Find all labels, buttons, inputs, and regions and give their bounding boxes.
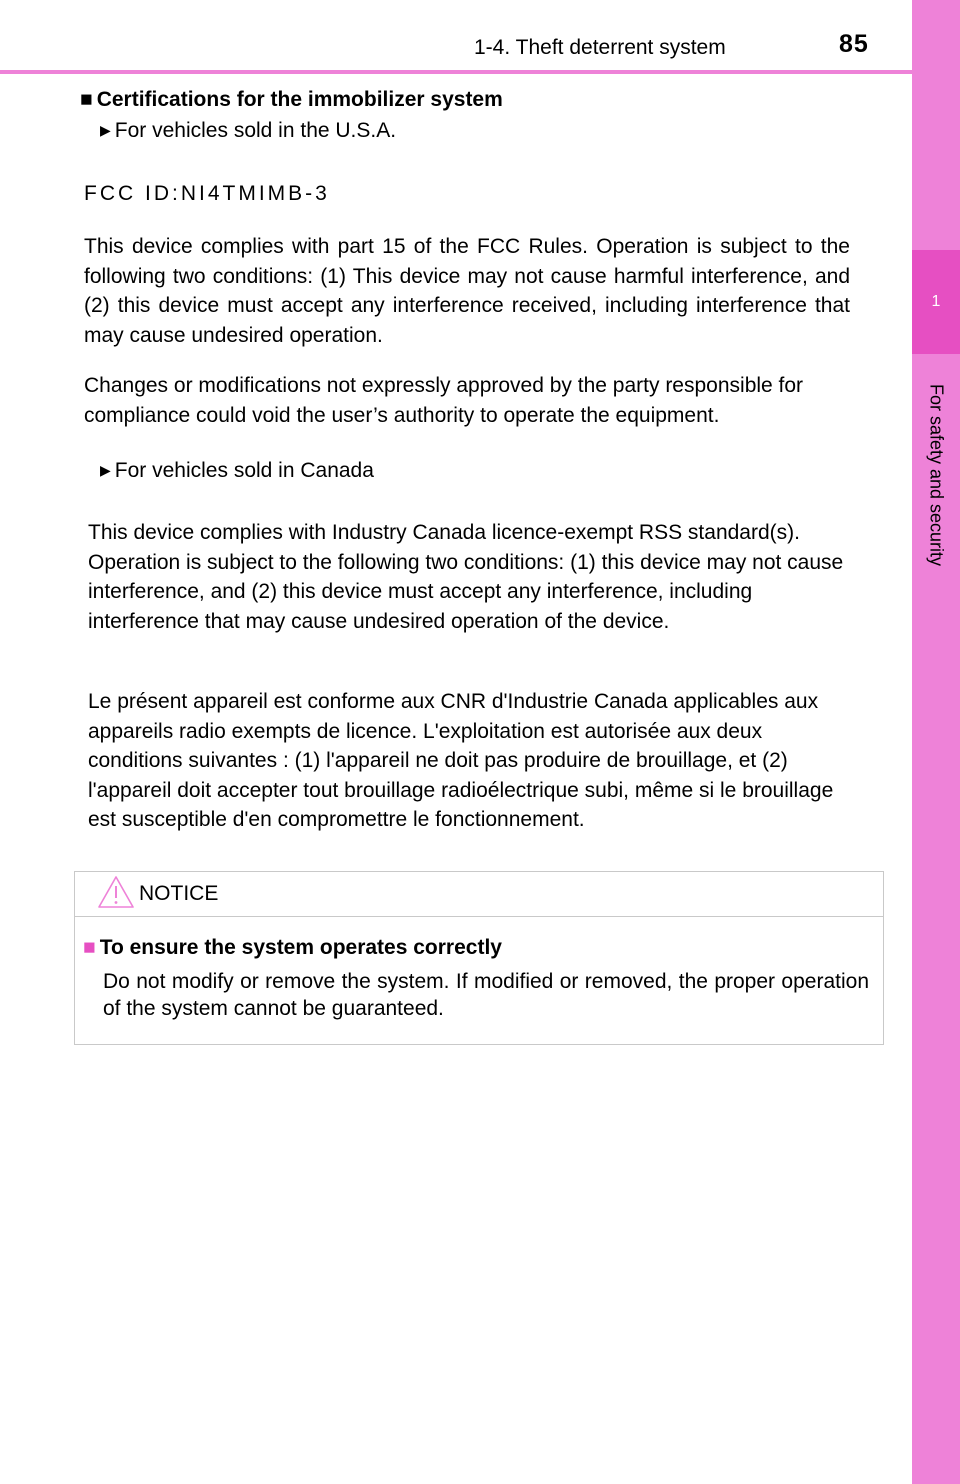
notice-title: NOTICE — [139, 882, 219, 905]
chapter-number: 1 — [931, 293, 941, 310]
canada-bullet — [100, 459, 374, 483]
notice-subheading-text: To ensure the system operates correctly — [99, 936, 502, 959]
side-tab — [912, 0, 960, 1484]
chapter-label: For safety and security — [926, 383, 947, 567]
notice-body: Do not modify or remove the system. If modified or removed, the proper operation of the system cannot be guaranteed. — [103, 970, 869, 1020]
square-icon: ■ — [80, 88, 93, 111]
arrow-right-icon: ▶ — [100, 122, 111, 138]
notice-subheading — [83, 936, 502, 960]
section-heading-text: Certifications for the immobilizer system — [96, 88, 503, 111]
section-heading — [80, 88, 503, 112]
canada-statement-french: Le présent appareil est conforme aux CNR d'Industrie Canada applicables aux appareils radio exempts de licence. L'exploitation est autorisée aux deux conditions suivantes : (1) l'appareil ne doit pas produire de brouillage, et (2) l'appareil doit accepter tout brouillage radioélectrique subi, même si le brouillage est susceptible d'en compromettre le fonctionnement. — [88, 690, 834, 831]
fcc-id: FCC ID:NI4TMIMB-3 — [84, 182, 330, 205]
fcc-statement: This device complies with part 15 of the FCC Rules. Operation is subject to the following two conditions: (1) This device may not cause harmful interference, and (2) this device must accept any interference received, including interference that may cause undesired operation. — [84, 235, 850, 347]
arrow-right-icon: ▶ — [100, 462, 111, 478]
square-icon: ■ — [83, 936, 96, 959]
usa-label: For vehicles sold in the U.S.A. — [114, 119, 397, 142]
canada-statement-english: This device complies with Industry Canada licence-exempt RSS standard(s). Operation is subject to the following two conditions: (1) this device may not cause interference, and (2) this device must accept any interference, including interference that may cause undesired operation of the device. — [88, 521, 844, 633]
header-section-title: 1-4. Theft deterrent system — [474, 36, 726, 59]
warning-triangle-icon — [97, 875, 135, 909]
usa-bullet — [100, 119, 396, 143]
notice-box — [74, 871, 884, 1045]
notice-header — [75, 872, 883, 917]
page-number: 85 — [839, 30, 869, 58]
canada-label: For vehicles sold in Canada — [114, 459, 374, 482]
header-rule — [0, 70, 912, 74]
fcc-changes-statement: Changes or modifications not expressly approved by the party responsible for compliance could void the user’s authority to operate the equipment. — [84, 374, 804, 427]
